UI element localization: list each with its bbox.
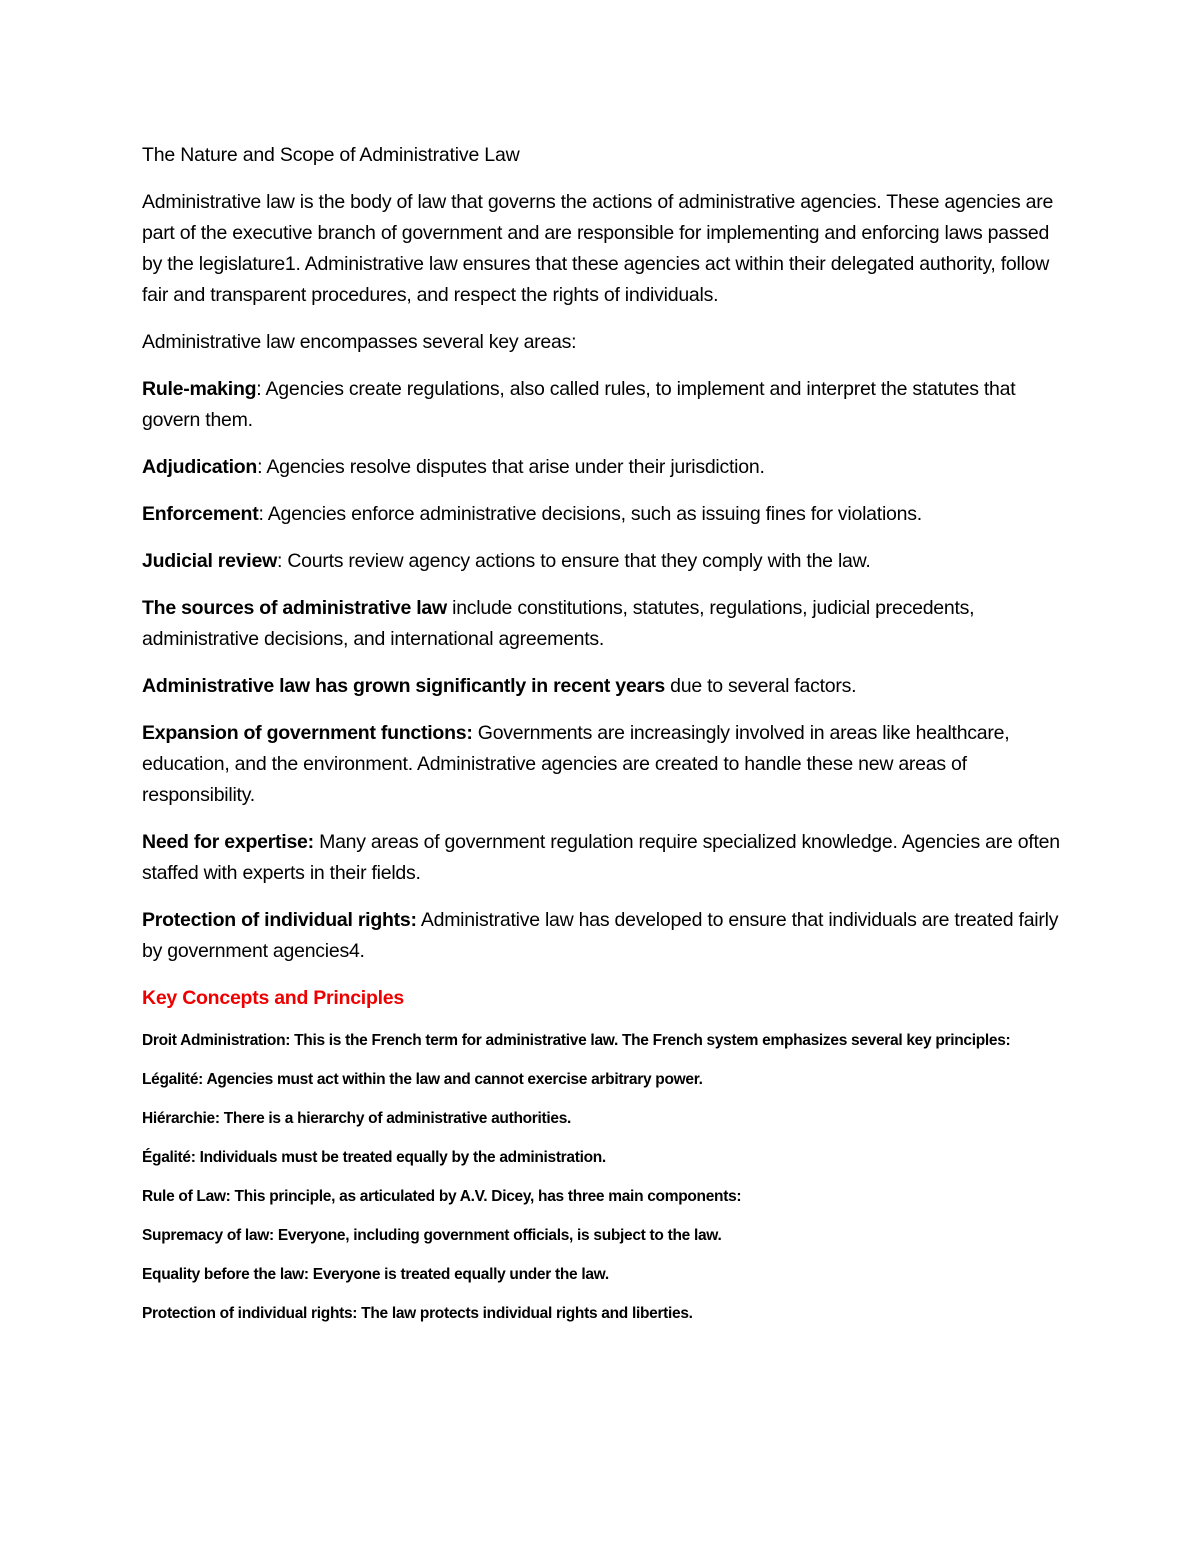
concept-supremacy-of-law: Supremacy of law: Everyone, including government officials, is subject to the law. [142, 1227, 722, 1244]
concept-rule-of-law: Rule of Law: This principle, as articulated by A.V. Dicey, has three main components: [142, 1188, 742, 1205]
area-text: : Courts review agency actions to ensure that they comply with the law. [277, 550, 871, 572]
factor-rights [142, 905, 1062, 967]
area-adjudication [142, 452, 1062, 483]
area-term: Judicial review [142, 550, 277, 572]
area-term: Adjudication [142, 456, 258, 478]
sources-text: include constitutions, statutes, regulations, judicial precedents, administrative decisions, and international agreements. [142, 597, 975, 650]
document-page [142, 140, 1062, 1340]
factor-term: Expansion of government functions: [142, 722, 473, 744]
growth-text: due to several factors. [665, 675, 857, 697]
sources-term: The sources of administrative law [142, 597, 447, 619]
growth-paragraph [142, 671, 1062, 702]
area-text: : Agencies enforce administrative decisions, such as issuing fines for violations. [258, 503, 922, 525]
area-text: : Agencies create regulations, also called rules, to implement and interpret the statutes that govern them. [142, 378, 1016, 431]
areas-intro: Administrative law encompasses several key areas: [142, 331, 577, 353]
factor-term: Protection of individual rights: [142, 909, 417, 931]
factor-text: Administrative law has developed to ensure that individuals are treated fairly by government agencies4. [142, 909, 1059, 962]
factor-expertise [142, 827, 1062, 889]
concept-hierarchie: Hiérarchie: There is a hierarchy of administrative authorities. [142, 1110, 572, 1127]
concept-equality-before-law: Equality before the law: Everyone is treated equally under the law. [142, 1266, 609, 1283]
area-rule-making [142, 374, 1062, 436]
concept-droit-administration: Droit Administration: This is the French term for administrative law. The French system emphasizes several key principles: [142, 1032, 1011, 1049]
area-enforcement [142, 499, 1062, 530]
area-judicial-review [142, 546, 1062, 577]
concept-legalite: Légalité: Agencies must act within the law and cannot exercise arbitrary power. [142, 1071, 703, 1088]
factor-text: Governments are increasingly involved in areas like healthcare, education, and the environment. Administrative agencies are created to handle these new areas of responsibility. [142, 722, 1010, 806]
concept-protection-of-rights: Protection of individual rights: The law protects individual rights and liberties. [142, 1305, 693, 1322]
intro-paragraph: Administrative law is the body of law that governs the actions of administrative agencies. These agencies are part of the executive branch of government and are responsible for implementing and enforcing laws passed by the legislature1. Administrative law ensures that these agencies act within their delegated authority, follow fair and transparent procedures, and respect the rights of individuals. [142, 191, 1054, 306]
factor-term: Need for expertise: [142, 831, 314, 853]
factor-text: Many areas of government regulation require specialized knowledge. Agencies are often staffed with experts in their fields. [142, 831, 1060, 884]
sources-paragraph [142, 593, 1062, 655]
concept-egalite: Égalité: Individuals must be treated equally by the administration. [142, 1149, 606, 1166]
area-term: Enforcement [142, 503, 259, 525]
document-title: The Nature and Scope of Administrative Law [142, 144, 520, 166]
area-text: : Agencies resolve disputes that arise under their jurisdiction. [257, 456, 765, 478]
factor-expansion [142, 718, 1062, 811]
area-term: Rule-making [142, 378, 257, 400]
section-heading: Key Concepts and Principles [142, 987, 404, 1009]
growth-term: Administrative law has grown significantly in recent years [142, 675, 665, 697]
